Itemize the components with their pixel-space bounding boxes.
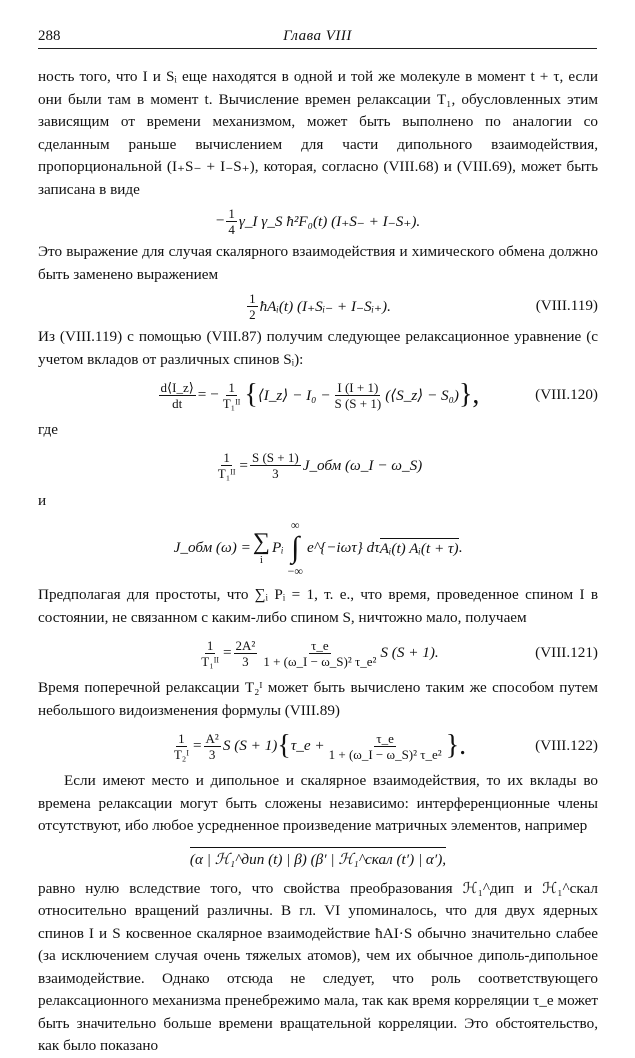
eq-b-frac-num: 1 bbox=[249, 290, 256, 306]
eq-d-coeff-num: S (S + 1) bbox=[252, 450, 299, 465]
eq-c-tail: (⟨S_z⟩ − S₀) bbox=[385, 386, 459, 404]
eq-c-brace-close: }, bbox=[458, 379, 480, 410]
eq-d-lhs-num: 1 bbox=[223, 450, 230, 465]
eq-g-lor-den: 1 + (ω_I − ω_S)² τ_e² bbox=[328, 746, 442, 762]
eq-c-lhs-num: d⟨I_z⟩ bbox=[160, 379, 194, 395]
eq-b-body: ħAᵢ(t) (I₊Sᵢ₋ + I₋Sᵢ₊). bbox=[259, 297, 391, 315]
sum-symbol: ∑ bbox=[252, 529, 270, 555]
eq-e-pi: Pᵢ bbox=[271, 539, 284, 556]
equation-number-122: (VIII.122) bbox=[535, 737, 598, 754]
eq-g-brace-open: { bbox=[277, 730, 291, 761]
paragraph-1: ность того, что I и Sᵢ еще находятся в одной и той же молекуле в момент t + τ, если они были там в момент t. Вычисление времен релаксации T₁, обусловленных этим зависящим от времени механизмом, может быть выполнено по аналогии со сделанным раньше вычислением для части дипольного взаимодействия, пропорциональной (I₊S₋ + I₋S₊), которая, согласно (VIII.68) и (VIII.69), может быть записана в виде bbox=[38, 68, 598, 198]
eq-g-lorentzian bbox=[327, 731, 444, 762]
eq-g-mid: S (S + 1) bbox=[222, 737, 278, 754]
eq-g-sign: = bbox=[192, 737, 202, 754]
eq-f-tail: S (S + 1). bbox=[380, 644, 439, 661]
eq-h-body: (α | ℋ₁^дип (t) | β) (β′ | ℋ₁^скал (t′) | α′), bbox=[190, 847, 446, 869]
integral-upper-limit: ∞ bbox=[291, 518, 300, 532]
eq-c-rate-num: 1 bbox=[228, 379, 235, 395]
eq-c-rate-den: T₁ᴵᴵ bbox=[222, 395, 241, 411]
integral-symbol: ∫ bbox=[291, 531, 300, 564]
eq-f-lor-num: τ_e bbox=[311, 637, 329, 653]
eq-e-end: . bbox=[458, 539, 463, 556]
equation-matrix-product bbox=[38, 838, 598, 878]
integral-lower-limit: −∞ bbox=[287, 564, 303, 578]
eq-b-frac-den: 2 bbox=[249, 306, 256, 322]
equation-dipolar-term bbox=[38, 201, 598, 241]
eq-f-lor-den: 1 + (ω_I − ω_S)² τ_e² bbox=[263, 653, 377, 669]
eq-g-coeff-den: 3 bbox=[208, 746, 216, 762]
eq-e-integrand: e^{−iωτ} dτ bbox=[306, 539, 380, 556]
eq-e-lhs: J_обм (ω) = bbox=[173, 539, 251, 556]
eq-b-fraction bbox=[247, 291, 258, 322]
equation-number-121: (VIII.121) bbox=[535, 644, 598, 661]
equation-viii-119 bbox=[38, 286, 598, 326]
eq-d-coeff bbox=[250, 450, 301, 481]
paragraph-5: Время поперечной релаксации T₂ᴵ может быть вычислено таким же способом путем небольшого видоизменения формулы (VIII.89) bbox=[38, 679, 598, 719]
paragraph-7: равно нулю вследствие того, что свойства преобразования ℋ₁^дип и ℋ₁^скал относительно вращений различны. В гл. VI упоминалось, что для двух ядерных спинов I и S косвенное скалярное взаимодействие ħAI·S обычно значительно слабее (за исключением случая очень тяжелых атомов), чем их обычное диполь-дипольное взаимодействие. Однако отсюда не следует, что роль соответствующего релаксационного механизма пренебрежимо мала, так как время корреляции τ_e может быть значительно больше времени вращательной корреляции. Это обстоятельство, как было показано bbox=[38, 879, 598, 1054]
eq-d-lhs bbox=[216, 450, 238, 481]
eq-g-coeff bbox=[204, 731, 221, 762]
eq-g-tau: τ_e + bbox=[290, 737, 325, 754]
where-label: где bbox=[38, 421, 58, 438]
eq-c-rate bbox=[221, 380, 243, 411]
eq-f-lhs-num: 1 bbox=[206, 637, 214, 653]
equation-number-119: (VIII.119) bbox=[535, 297, 598, 314]
equation-number-120: (VIII.120) bbox=[535, 386, 598, 403]
sum-limit: i bbox=[259, 554, 263, 566]
eq-d-sign: = bbox=[239, 456, 248, 474]
equation-spectral-density bbox=[38, 512, 598, 584]
eq-d-lhs-den: T₁ᴵᴵ bbox=[217, 466, 236, 481]
eq-d-tail: J_обм (ω_I − ω_S) bbox=[302, 456, 423, 474]
equation-viii-120 bbox=[38, 371, 598, 419]
eq-e-sum bbox=[253, 530, 270, 566]
page-header bbox=[38, 26, 597, 48]
eq-f-coeff-num: 2A² bbox=[235, 637, 256, 653]
eq-a-prefix: − bbox=[215, 212, 225, 229]
eq-c-ratio-num: I (I + 1) bbox=[337, 379, 379, 395]
eq-c-brace-open: { bbox=[244, 379, 258, 410]
running-head: Глава VIII bbox=[283, 28, 352, 44]
eq-e-integral bbox=[288, 519, 303, 577]
eq-f-sign: = bbox=[222, 644, 232, 661]
paragraph-2: Это выражение для случая скалярного взаимодействия и химического обмена должно быть заменено выражением bbox=[38, 243, 598, 283]
eq-e-average: Aᵢ(t) Aᵢ(t + τ) bbox=[379, 540, 459, 557]
eq-a-body: γ_I γ_S ħ²F₀(t) (I₊S₋ + I₋S₊). bbox=[238, 212, 421, 230]
header-rule bbox=[38, 48, 597, 49]
eq-a-frac-num: 1 bbox=[228, 205, 235, 221]
eq-a-fraction bbox=[226, 206, 237, 237]
and-label: и bbox=[38, 491, 47, 509]
eq-c-middle: ⟨I_z⟩ − I₀ − bbox=[257, 386, 331, 404]
equation-viii-121 bbox=[38, 629, 598, 677]
page-body bbox=[38, 66, 598, 1058]
eq-a-frac-den: 4 bbox=[228, 221, 235, 237]
eq-c-ratio-den: S (S + 1) bbox=[334, 395, 382, 411]
page-number: 288 bbox=[38, 28, 61, 44]
paragraph-3: Из (VIII.119) с помощью (VIII.87) получим следующее релаксационное уравнение (с учетом вкладов от различных спинов Sᵢ): bbox=[38, 328, 598, 368]
eq-f-lorentzian bbox=[261, 638, 378, 669]
paragraph-6: Если имеют место и дипольное и скалярное взаимодействия, то их вклады во времена релаксации могут быть сложены независимо: интерференционные члены отсутствуют, ибо любое усредненное произведение матричных элементов, например bbox=[38, 772, 598, 834]
eq-f-coeff bbox=[234, 638, 258, 669]
eq-g-coeff-num: A² bbox=[205, 730, 219, 746]
eq-g-brace-close: }. bbox=[445, 730, 467, 761]
eq-c-spin-ratio bbox=[333, 380, 384, 411]
eq-d-coeff-den: 3 bbox=[272, 466, 279, 481]
eq-g-lhs bbox=[172, 731, 191, 762]
paragraph-4: Предполагая для простоты, что ∑ᵢ Pᵢ = 1, т. е., что время, проведенное спином I в состоянии, не связанном с каким-либо спином S, ничтожно мало, получаем bbox=[38, 586, 598, 626]
equation-viii-122 bbox=[38, 722, 598, 770]
eq-c-lhs-den: dt bbox=[172, 395, 183, 411]
eq-g-lhs-num: 1 bbox=[178, 730, 185, 746]
eq-c-lhs bbox=[159, 380, 196, 411]
eq-f-lhs-den: T₁ᴵᴵ bbox=[201, 653, 219, 669]
equation-t1-definition bbox=[38, 442, 598, 490]
eq-g-lhs-den: T₂ᴵ bbox=[173, 746, 189, 762]
eq-f-lhs bbox=[199, 638, 221, 669]
eq-g-lor-num: τ_e bbox=[376, 730, 394, 746]
eq-c-sign: = − bbox=[197, 386, 219, 403]
eq-f-coeff-den: 3 bbox=[242, 653, 249, 669]
